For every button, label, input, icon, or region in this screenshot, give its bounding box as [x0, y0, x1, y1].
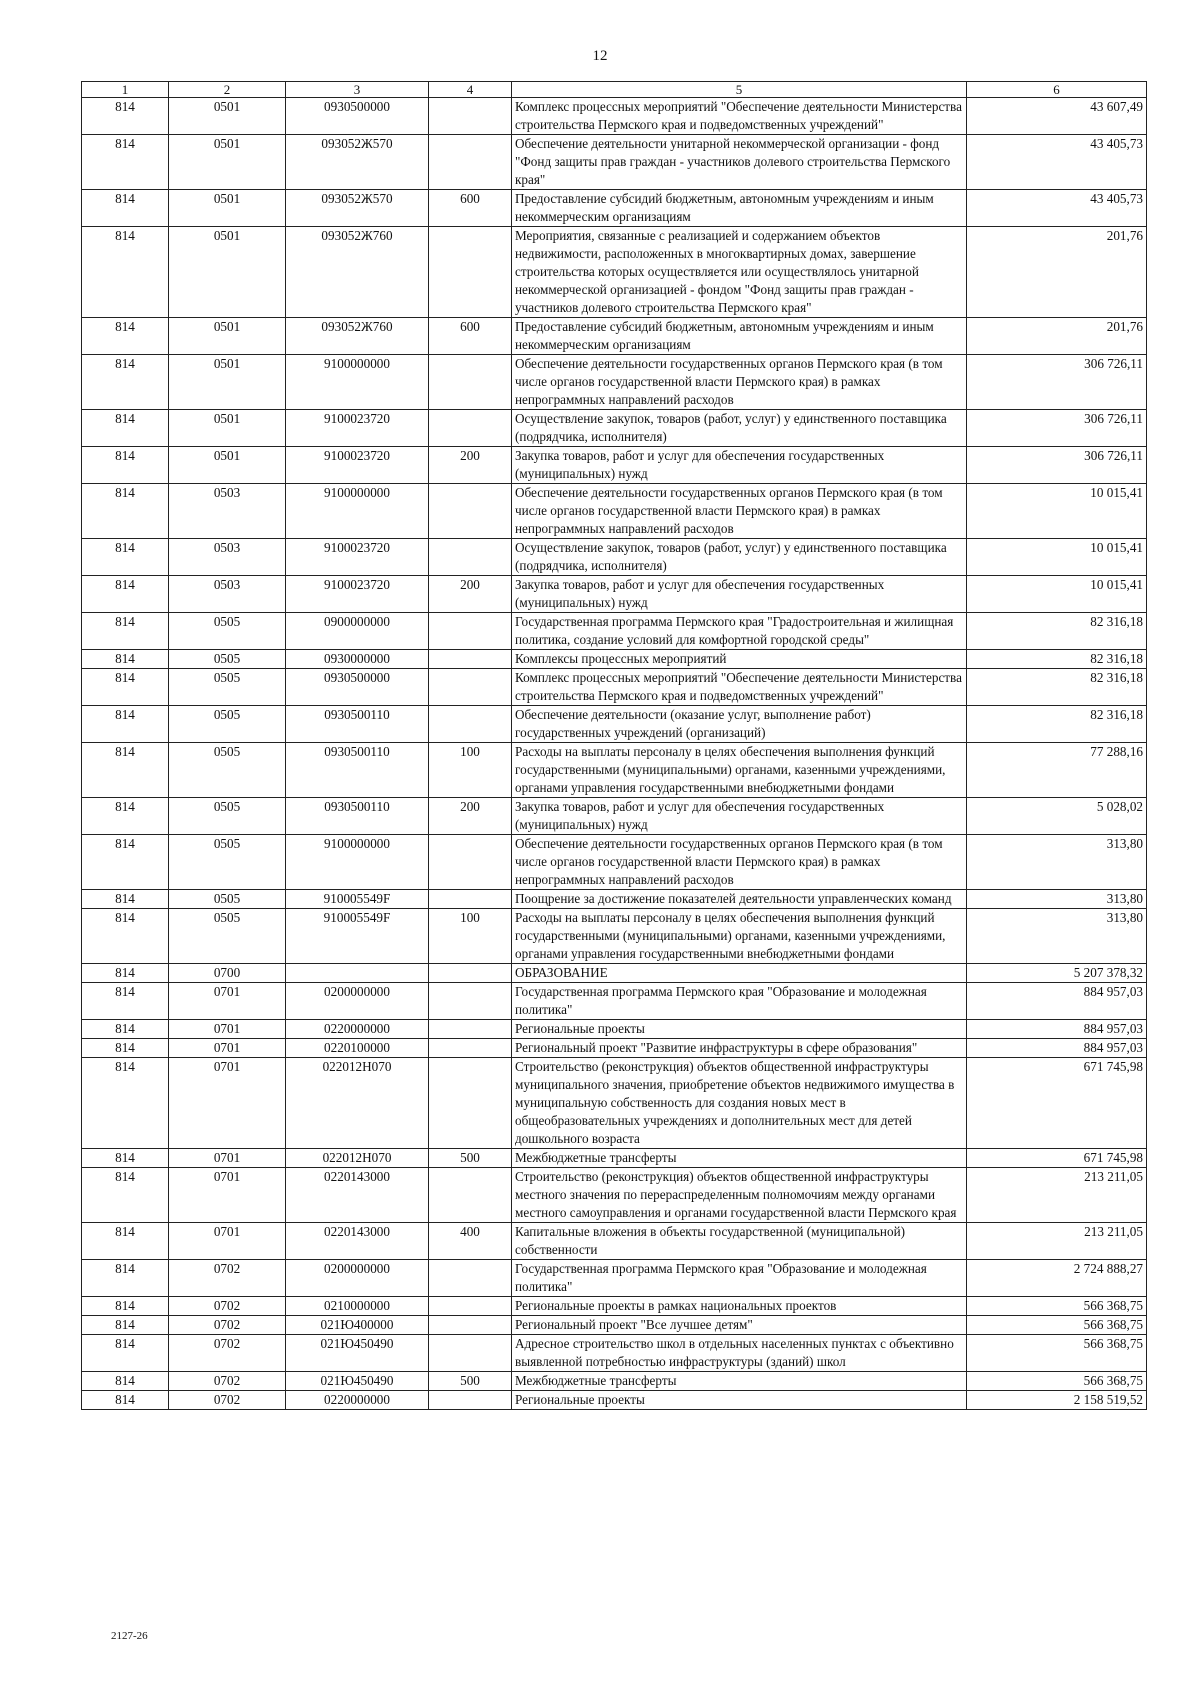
- table-row: [82, 576, 1147, 613]
- section-code-cell: 0505: [169, 890, 286, 909]
- column-header: 4: [429, 82, 512, 98]
- table-row: [82, 669, 1147, 706]
- chapter-code-cell: 814: [82, 650, 169, 669]
- expense-type-code-cell: 200: [429, 576, 512, 613]
- section-code-cell: 0701: [169, 1149, 286, 1168]
- section-code-cell: 0702: [169, 1316, 286, 1335]
- table-row: [82, 135, 1147, 190]
- table-row: [82, 355, 1147, 410]
- table-row: [82, 835, 1147, 890]
- table-row: [82, 1335, 1147, 1372]
- amount-cell: 566 368,75: [967, 1316, 1147, 1335]
- expense-type-code-cell: [429, 98, 512, 135]
- amount-cell: 306 726,11: [967, 447, 1147, 484]
- description-cell: Адресное строительство школ в отдельных населенных пунктах с объективно выявленной потребностью инфраструктуры (зданий) школ: [512, 1335, 967, 1372]
- column-header: 1: [82, 82, 169, 98]
- amount-cell: 884 957,03: [967, 1020, 1147, 1039]
- section-code-cell: 0501: [169, 227, 286, 318]
- amount-cell: 10 015,41: [967, 484, 1147, 539]
- table-row: [82, 613, 1147, 650]
- description-cell: Региональный проект "Все лучшее детям": [512, 1316, 967, 1335]
- chapter-code-cell: 814: [82, 706, 169, 743]
- target-article-code-cell: 0220000000: [286, 1020, 429, 1039]
- target-article-code-cell: 093052Ж760: [286, 318, 429, 355]
- table-row: [82, 1149, 1147, 1168]
- amount-cell: 201,76: [967, 318, 1147, 355]
- section-code-cell: 0505: [169, 743, 286, 798]
- description-cell: Государственная программа Пермского края "Градостроительная и жилищная политика, создание условий для комфортной городской среды": [512, 613, 967, 650]
- amount-cell: 884 957,03: [967, 1039, 1147, 1058]
- description-cell: Закупка товаров, работ и услуг для обеспечения государственных (муниципальных) нужд: [512, 576, 967, 613]
- description-cell: Капитальные вложения в объекты государственной (муниципальной) собственности: [512, 1223, 967, 1260]
- section-code-cell: 0505: [169, 706, 286, 743]
- expense-type-code-cell: 100: [429, 909, 512, 964]
- table-row: [82, 983, 1147, 1020]
- target-article-code-cell: 0220143000: [286, 1223, 429, 1260]
- section-code-cell: 0505: [169, 650, 286, 669]
- expense-type-code-cell: [429, 1260, 512, 1297]
- amount-cell: 82 316,18: [967, 706, 1147, 743]
- target-article-code-cell: 093052Ж760: [286, 227, 429, 318]
- expense-type-code-cell: [429, 227, 512, 318]
- target-article-code-cell: 910005549F: [286, 909, 429, 964]
- target-article-code-cell: 022012Н070: [286, 1149, 429, 1168]
- page-number: 12: [592, 48, 608, 64]
- amount-cell: 43 405,73: [967, 190, 1147, 227]
- chapter-code-cell: 814: [82, 1020, 169, 1039]
- chapter-code-cell: 814: [82, 1260, 169, 1297]
- description-cell: Обеспечение деятельности государственных органов Пермского края (в том числе органов государственной власти Пермского края) в рамках непрограммных направлений расходов: [512, 484, 967, 539]
- chapter-code-cell: 814: [82, 1223, 169, 1260]
- section-code-cell: 0701: [169, 1058, 286, 1149]
- amount-cell: 82 316,18: [967, 613, 1147, 650]
- amount-cell: 306 726,11: [967, 410, 1147, 447]
- expense-type-code-cell: 500: [429, 1149, 512, 1168]
- section-code-cell: 0505: [169, 835, 286, 890]
- section-code-cell: 0505: [169, 669, 286, 706]
- target-article-code-cell: 0930500110: [286, 798, 429, 835]
- table-body: [82, 98, 1147, 1410]
- section-code-cell: 0501: [169, 190, 286, 227]
- section-code-cell: 0702: [169, 1260, 286, 1297]
- table-row: [82, 1260, 1147, 1297]
- expense-type-code-cell: [429, 1335, 512, 1372]
- table-row: [82, 447, 1147, 484]
- expense-type-code-cell: [429, 835, 512, 890]
- expense-type-code-cell: [429, 1039, 512, 1058]
- description-cell: Комплекс процессных мероприятий "Обеспечение деятельности Министерства строительства Пермского края и подведомственных учреждений": [512, 98, 967, 135]
- description-cell: Региональный проект "Развитие инфраструктуры в сфере образования": [512, 1039, 967, 1058]
- chapter-code-cell: 814: [82, 743, 169, 798]
- description-cell: Расходы на выплаты персоналу в целях обеспечения выполнения функций государственными (муниципальными) органами, казенными учреждениями, органами управления государственными внебюджетными фондами: [512, 909, 967, 964]
- description-cell: Осуществление закупок, товаров (работ, услуг) у единственного поставщика (подрядчика, исполнителя): [512, 539, 967, 576]
- target-article-code-cell: 0930500000: [286, 669, 429, 706]
- description-cell: Государственная программа Пермского края "Образование и молодежная политика": [512, 983, 967, 1020]
- section-code-cell: 0505: [169, 909, 286, 964]
- expense-type-code-cell: [429, 1168, 512, 1223]
- chapter-code-cell: 814: [82, 318, 169, 355]
- amount-cell: 5 207 378,32: [967, 964, 1147, 983]
- budget-table: [81, 81, 1147, 1410]
- section-code-cell: 0701: [169, 1168, 286, 1223]
- section-code-cell: 0501: [169, 135, 286, 190]
- expense-type-code-cell: [429, 890, 512, 909]
- target-article-code-cell: 021Ю450490: [286, 1335, 429, 1372]
- chapter-code-cell: 814: [82, 135, 169, 190]
- amount-cell: 10 015,41: [967, 539, 1147, 576]
- chapter-code-cell: 814: [82, 98, 169, 135]
- expense-type-code-cell: 100: [429, 743, 512, 798]
- description-cell: Комплекс процессных мероприятий "Обеспечение деятельности Министерства строительства Пермского края и подведомственных учреждений": [512, 669, 967, 706]
- table-row: [82, 706, 1147, 743]
- description-cell: Государственная программа Пермского края "Образование и молодежная политика": [512, 1260, 967, 1297]
- description-cell: Региональные проекты: [512, 1020, 967, 1039]
- amount-cell: 313,80: [967, 909, 1147, 964]
- expense-type-code-cell: [429, 706, 512, 743]
- target-article-code-cell: 9100000000: [286, 835, 429, 890]
- target-article-code-cell: 093052Ж570: [286, 135, 429, 190]
- description-cell: Закупка товаров, работ и услуг для обеспечения государственных (муниципальных) нужд: [512, 447, 967, 484]
- chapter-code-cell: 814: [82, 1297, 169, 1316]
- section-code-cell: 0702: [169, 1372, 286, 1391]
- section-code-cell: 0501: [169, 410, 286, 447]
- chapter-code-cell: 814: [82, 227, 169, 318]
- chapter-code-cell: 814: [82, 447, 169, 484]
- section-code-cell: 0503: [169, 539, 286, 576]
- chapter-code-cell: 814: [82, 1039, 169, 1058]
- target-article-code-cell: 022012Н070: [286, 1058, 429, 1149]
- description-cell: Предоставление субсидий бюджетным, автономным учреждениям и иным некоммерческим организациям: [512, 190, 967, 227]
- table-row: [82, 410, 1147, 447]
- chapter-code-cell: 814: [82, 909, 169, 964]
- target-article-code-cell: 9100000000: [286, 484, 429, 539]
- target-article-code-cell: 910005549F: [286, 890, 429, 909]
- section-code-cell: 0700: [169, 964, 286, 983]
- amount-cell: 43 607,49: [967, 98, 1147, 135]
- table-row: [82, 890, 1147, 909]
- table-row: [82, 1223, 1147, 1260]
- target-article-code-cell: 9100000000: [286, 355, 429, 410]
- description-cell: Осуществление закупок, товаров (работ, услуг) у единственного поставщика (подрядчика, исполнителя): [512, 410, 967, 447]
- description-cell: Поощрение за достижение показателей деятельности управленческих команд: [512, 890, 967, 909]
- section-code-cell: 0702: [169, 1391, 286, 1410]
- table-row: [82, 190, 1147, 227]
- section-code-cell: 0505: [169, 613, 286, 650]
- description-cell: Обеспечение деятельности унитарной некоммерческой организации - фонд "Фонд защиты прав граждан - участников долевого строительства Пермского края": [512, 135, 967, 190]
- table-row: [82, 227, 1147, 318]
- description-cell: Региональные проекты в рамках национальных проектов: [512, 1297, 967, 1316]
- target-article-code-cell: 9100023720: [286, 576, 429, 613]
- table-row: [82, 1297, 1147, 1316]
- table-row: [82, 909, 1147, 964]
- description-cell: Обеспечение деятельности государственных органов Пермского края (в том числе органов государственной власти Пермского края) в рамках непрограммных направлений расходов: [512, 835, 967, 890]
- table-row: [82, 964, 1147, 983]
- table-row: [82, 539, 1147, 576]
- table-row: [82, 743, 1147, 798]
- expense-type-code-cell: 500: [429, 1372, 512, 1391]
- description-cell: Обеспечение деятельности государственных органов Пермского края (в том числе органов государственной власти Пермского края) в рамках непрограммных направлений расходов: [512, 355, 967, 410]
- expense-type-code-cell: [429, 1020, 512, 1039]
- chapter-code-cell: 814: [82, 1335, 169, 1372]
- chapter-code-cell: 814: [82, 1316, 169, 1335]
- chapter-code-cell: 814: [82, 890, 169, 909]
- expense-type-code-cell: [429, 484, 512, 539]
- header-row: [82, 82, 1147, 98]
- expense-type-code-cell: [429, 983, 512, 1020]
- chapter-code-cell: 814: [82, 1058, 169, 1149]
- table-row: [82, 1372, 1147, 1391]
- section-code-cell: 0702: [169, 1335, 286, 1372]
- target-article-code-cell: 0220100000: [286, 1039, 429, 1058]
- table-row: [82, 318, 1147, 355]
- description-cell: Строительство (реконструкция) объектов общественной инфраструктуры муниципального значения, приобретение объектов недвижимого имущества в муниципальную собственность для создания новых мест в общеобразовательных учреждениях и дополнительных мест для детей дошкольного возраста: [512, 1058, 967, 1149]
- expense-type-code-cell: 600: [429, 318, 512, 355]
- chapter-code-cell: 814: [82, 484, 169, 539]
- description-cell: Комплексы процессных мероприятий: [512, 650, 967, 669]
- table-row: [82, 98, 1147, 135]
- target-article-code-cell: 0930500110: [286, 743, 429, 798]
- chapter-code-cell: 814: [82, 1372, 169, 1391]
- expense-type-code-cell: [429, 1316, 512, 1335]
- target-article-code-cell: 0200000000: [286, 1260, 429, 1297]
- section-code-cell: 0503: [169, 576, 286, 613]
- description-cell: Строительство (реконструкция) объектов общественной инфраструктуры местного значения по перераспределенным полномочиям между органами местного самоуправления и органами государственной власти Пермского края: [512, 1168, 967, 1223]
- expense-type-code-cell: 600: [429, 190, 512, 227]
- expense-type-code-cell: [429, 613, 512, 650]
- chapter-code-cell: 814: [82, 613, 169, 650]
- section-code-cell: 0503: [169, 484, 286, 539]
- amount-cell: 213 211,05: [967, 1168, 1147, 1223]
- table-row: [82, 1168, 1147, 1223]
- target-article-code-cell: [286, 964, 429, 983]
- section-code-cell: 0701: [169, 1020, 286, 1039]
- expense-type-code-cell: [429, 1058, 512, 1149]
- chapter-code-cell: 814: [82, 355, 169, 410]
- section-code-cell: 0701: [169, 1223, 286, 1260]
- column-header: 3: [286, 82, 429, 98]
- amount-cell: 5 028,02: [967, 798, 1147, 835]
- expense-type-code-cell: [429, 1297, 512, 1316]
- amount-cell: 82 316,18: [967, 650, 1147, 669]
- amount-cell: 10 015,41: [967, 576, 1147, 613]
- description-cell: Обеспечение деятельности (оказание услуг, выполнение работ) государственных учреждений (организаций): [512, 706, 967, 743]
- expense-type-code-cell: [429, 135, 512, 190]
- section-code-cell: 0701: [169, 983, 286, 1020]
- expense-type-code-cell: [429, 410, 512, 447]
- target-article-code-cell: 0930500110: [286, 706, 429, 743]
- target-article-code-cell: 0930500000: [286, 98, 429, 135]
- expense-type-code-cell: [429, 355, 512, 410]
- target-article-code-cell: 9100023720: [286, 410, 429, 447]
- table-row: [82, 1391, 1147, 1410]
- column-header: 5: [512, 82, 967, 98]
- chapter-code-cell: 814: [82, 669, 169, 706]
- section-code-cell: 0501: [169, 318, 286, 355]
- section-code-cell: 0501: [169, 98, 286, 135]
- amount-cell: 2 724 888,27: [967, 1260, 1147, 1297]
- chapter-code-cell: 814: [82, 1149, 169, 1168]
- target-article-code-cell: 9100023720: [286, 447, 429, 484]
- target-article-code-cell: 0200000000: [286, 983, 429, 1020]
- target-article-code-cell: 021Ю400000: [286, 1316, 429, 1335]
- expense-type-code-cell: 200: [429, 447, 512, 484]
- table-row: [82, 1058, 1147, 1149]
- amount-cell: 43 405,73: [967, 135, 1147, 190]
- target-article-code-cell: 0220143000: [286, 1168, 429, 1223]
- amount-cell: 566 368,75: [967, 1372, 1147, 1391]
- expense-type-code-cell: 200: [429, 798, 512, 835]
- amount-cell: 566 368,75: [967, 1335, 1147, 1372]
- table-row: [82, 650, 1147, 669]
- target-article-code-cell: 0210000000: [286, 1297, 429, 1316]
- amount-cell: 671 745,98: [967, 1149, 1147, 1168]
- target-article-code-cell: 093052Ж570: [286, 190, 429, 227]
- section-code-cell: 0702: [169, 1297, 286, 1316]
- description-cell: Мероприятия, связанные с реализацией и содержанием объектов недвижимости, расположенных в многоквартирных домах, завершение строительства которых осуществляется или осуществлялось унитарной некоммерческой организацией - фондом "Фонд защиты прав граждан - участников долевого строительства Пермского края": [512, 227, 967, 318]
- amount-cell: 213 211,05: [967, 1223, 1147, 1260]
- footer-code: 2127-26: [111, 1630, 148, 1642]
- section-code-cell: 0501: [169, 355, 286, 410]
- chapter-code-cell: 814: [82, 983, 169, 1020]
- expense-type-code-cell: 400: [429, 1223, 512, 1260]
- chapter-code-cell: 814: [82, 576, 169, 613]
- description-cell: Закупка товаров, работ и услуг для обеспечения государственных (муниципальных) нужд: [512, 798, 967, 835]
- chapter-code-cell: 814: [82, 835, 169, 890]
- amount-cell: 884 957,03: [967, 983, 1147, 1020]
- chapter-code-cell: 814: [82, 798, 169, 835]
- target-article-code-cell: 9100023720: [286, 539, 429, 576]
- column-header: 2: [169, 82, 286, 98]
- section-code-cell: 0701: [169, 1039, 286, 1058]
- table-row: [82, 484, 1147, 539]
- column-header: 6: [967, 82, 1147, 98]
- amount-cell: 313,80: [967, 835, 1147, 890]
- target-article-code-cell: 021Ю450490: [286, 1372, 429, 1391]
- table-row: [82, 1020, 1147, 1039]
- expense-type-code-cell: [429, 1391, 512, 1410]
- expense-type-code-cell: [429, 650, 512, 669]
- target-article-code-cell: 0930000000: [286, 650, 429, 669]
- amount-cell: 306 726,11: [967, 355, 1147, 410]
- description-cell: ОБРАЗОВАНИЕ: [512, 964, 967, 983]
- chapter-code-cell: 814: [82, 1168, 169, 1223]
- section-code-cell: 0501: [169, 447, 286, 484]
- description-cell: Региональные проекты: [512, 1391, 967, 1410]
- amount-cell: 671 745,98: [967, 1058, 1147, 1149]
- amount-cell: 77 288,16: [967, 743, 1147, 798]
- amount-cell: 313,80: [967, 890, 1147, 909]
- chapter-code-cell: 814: [82, 539, 169, 576]
- amount-cell: 2 158 519,52: [967, 1391, 1147, 1410]
- expense-type-code-cell: [429, 539, 512, 576]
- chapter-code-cell: 814: [82, 190, 169, 227]
- target-article-code-cell: 0900000000: [286, 613, 429, 650]
- amount-cell: 82 316,18: [967, 669, 1147, 706]
- expense-type-code-cell: [429, 964, 512, 983]
- amount-cell: 566 368,75: [967, 1297, 1147, 1316]
- amount-cell: 201,76: [967, 227, 1147, 318]
- description-cell: Расходы на выплаты персоналу в целях обеспечения выполнения функций государственными (муниципальными) органами, казенными учреждениями, органами управления государственными внебюджетными фондами: [512, 743, 967, 798]
- description-cell: Межбюджетные трансферты: [512, 1372, 967, 1391]
- description-cell: Предоставление субсидий бюджетным, автономным учреждениям и иным некоммерческим организациям: [512, 318, 967, 355]
- chapter-code-cell: 814: [82, 1391, 169, 1410]
- target-article-code-cell: 0220000000: [286, 1391, 429, 1410]
- section-code-cell: 0505: [169, 798, 286, 835]
- table-row: [82, 1316, 1147, 1335]
- table-header: [82, 82, 1147, 98]
- chapter-code-cell: 814: [82, 964, 169, 983]
- chapter-code-cell: 814: [82, 410, 169, 447]
- table-row: [82, 798, 1147, 835]
- description-cell: Межбюджетные трансферты: [512, 1149, 967, 1168]
- expense-type-code-cell: [429, 669, 512, 706]
- table-row: [82, 1039, 1147, 1058]
